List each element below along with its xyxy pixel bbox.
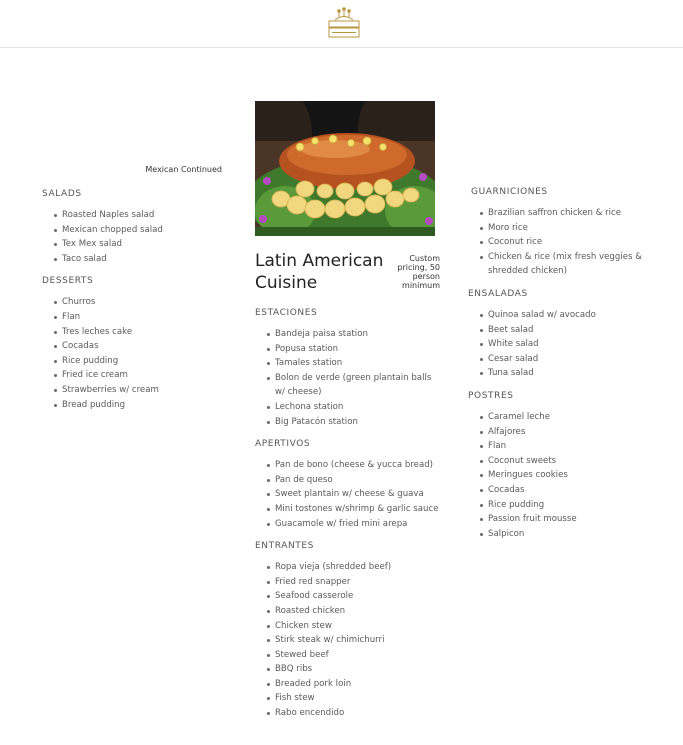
list-item: Meringues cookies xyxy=(480,468,668,483)
list-item: Passion fruit mousse xyxy=(480,512,668,527)
list-item: Breaded pork loin xyxy=(267,677,440,692)
list-item: Fried ice cream xyxy=(54,368,227,383)
list-item: Stewed beef xyxy=(267,648,440,663)
list-item: BBQ ribs xyxy=(267,662,440,677)
right-column xyxy=(468,187,668,551)
site-header xyxy=(0,0,683,48)
list-item: Alfajores xyxy=(480,425,668,440)
list-item: Strawberries w/ cream xyxy=(54,383,227,398)
list-item: Quinoa salad w/ avocado xyxy=(480,308,668,323)
list-item: Moro rice xyxy=(480,221,668,236)
list-item: Coconut rice xyxy=(480,235,668,250)
list-item: Popusa station xyxy=(267,342,440,357)
list-item: Cocadas xyxy=(54,339,227,354)
entrantes-list xyxy=(267,560,440,721)
list-item: Tamales station xyxy=(267,356,440,371)
section-title-desserts: DESSERTS xyxy=(42,276,94,287)
list-item: Rice pudding xyxy=(480,498,668,513)
estaciones-list xyxy=(267,327,440,429)
section-title-guarniciones: GUARNICIONES xyxy=(471,187,548,197)
ensaladas-list xyxy=(480,308,668,381)
section-title-entrantes: ENTRANTES xyxy=(255,541,314,552)
list-item: Tuna salad xyxy=(480,366,668,381)
list-item: Chicken stew xyxy=(267,619,440,634)
list-item: Bread pudding xyxy=(54,398,227,413)
list-item: Roasted Naples salad xyxy=(54,208,227,223)
salads-list xyxy=(54,208,227,266)
list-item: Coconut sweets xyxy=(480,454,668,469)
list-item: Big Patacón station xyxy=(267,415,440,430)
list-item: Lechona station xyxy=(267,400,440,415)
list-item: Salpicon xyxy=(480,527,668,542)
list-item: Bolon de verde (green plantain balls w/ cheese) xyxy=(267,371,440,400)
apertivos-list xyxy=(267,458,440,531)
cuisine-title-row xyxy=(255,250,440,296)
list-item: Fish stew xyxy=(267,691,440,706)
section-title-ensaladas: ENSALADAS xyxy=(468,288,528,299)
section-title-salads: SALADS xyxy=(42,189,82,199)
list-item: Beet salad xyxy=(480,323,668,338)
mexican-continued-label: Mexican Continued xyxy=(145,165,222,174)
section-title-apertivos: APERTIVOS xyxy=(255,439,311,450)
guarniciones-list xyxy=(480,206,668,279)
list-item: Caramel leche xyxy=(480,410,668,425)
list-item: Mini tostones w/shrimp & garlic sauce xyxy=(267,502,440,517)
section-title-postres: POSTRES xyxy=(468,390,514,401)
list-item: Fried red snapper xyxy=(267,575,440,590)
middle-column xyxy=(255,101,440,731)
list-item: Roasted chicken xyxy=(267,604,440,619)
list-item: Flan xyxy=(480,439,668,454)
list-item: Cesar salad xyxy=(480,352,668,367)
list-item: Stirk steak w/ chimichurri xyxy=(267,633,440,648)
list-item: Seafood casserole xyxy=(267,589,440,604)
roast-pork-platter-image xyxy=(255,101,435,236)
desserts-list xyxy=(54,295,227,412)
pricing-note: Custom pricing, 50 person minimum xyxy=(397,254,440,290)
postres-list xyxy=(480,410,668,541)
list-item: Ropa vieja (shredded beef) xyxy=(267,560,440,575)
list-item: Mexican chopped salad xyxy=(54,223,227,238)
list-item: Flan xyxy=(54,310,227,325)
crown-crest-logo-icon[interactable] xyxy=(326,7,362,41)
section-title-estaciones: ESTACIONES xyxy=(255,308,318,318)
left-column xyxy=(42,165,227,422)
list-item: Tres leches cake xyxy=(54,325,227,340)
page-title: Latin American Cuisine xyxy=(255,251,384,293)
list-item: Churros xyxy=(54,295,227,310)
list-item: Rabo encendido xyxy=(267,706,440,721)
list-item: Tex Mex salad xyxy=(54,237,227,252)
list-item: Guacamole w/ fried mini arepa xyxy=(267,517,440,532)
list-item: Cocadas xyxy=(480,483,668,498)
list-item: Taco salad xyxy=(54,252,227,267)
list-item: Brazilian saffron chicken & rice xyxy=(480,206,668,221)
list-item: Sweet plantain w/ cheese & guava xyxy=(267,487,440,502)
list-item: Pan de queso xyxy=(267,473,440,488)
list-item: Rice pudding xyxy=(54,354,227,369)
list-item: Pan de bono (cheese & yucca bread) xyxy=(267,458,440,473)
list-item: Chicken & rice (mix fresh veggies & shredded chicken) xyxy=(480,250,668,279)
list-item: Bandeja paisa station xyxy=(267,327,440,342)
list-item: White salad xyxy=(480,337,668,352)
